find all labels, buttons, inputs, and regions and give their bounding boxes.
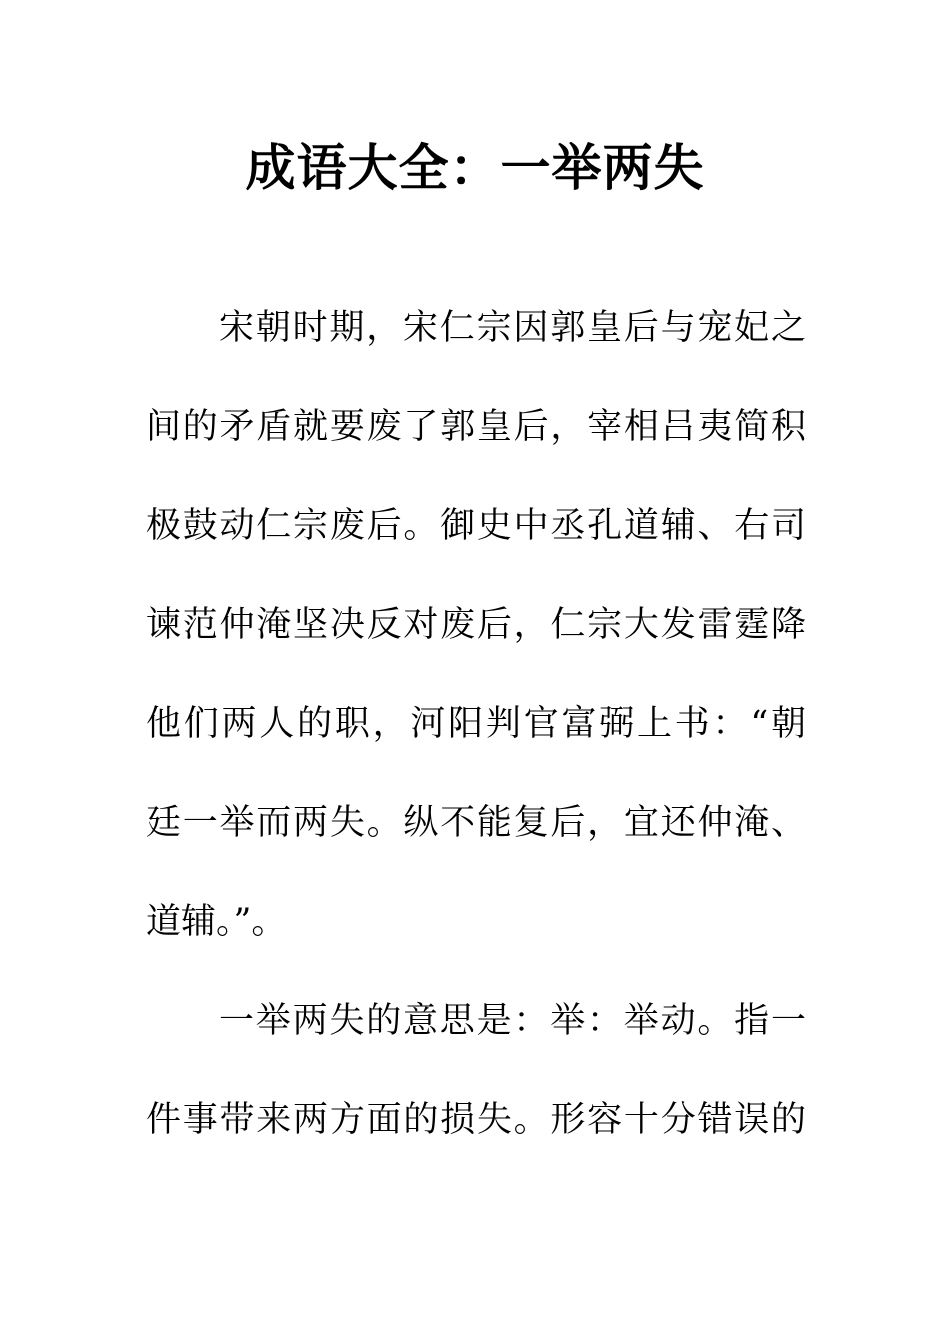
text-line: 宋朝时期，宋仁宗因郭皇后与宠妃之: [219, 308, 806, 348]
page-title: 成语大全：一举两失: [245, 139, 705, 197]
text-line: 间的矛盾就要废了郭皇后，宰相吕夷简积: [146, 407, 806, 447]
text-line: 极鼓动仁宗废后。御史中丞孔道辅、右司: [146, 506, 806, 546]
text-line: 谏范仲淹坚决反对废后，仁宗大发雷霆降: [146, 605, 806, 645]
text-line: 件事带来两方面的损失。形容十分错误的: [146, 1100, 806, 1140]
paragraph-meaning: [146, 986, 806, 1184]
text-line: 一举两失的意思是：举：举动。指一: [219, 1001, 806, 1041]
text-line: 廷一举而两失。纵不能复后，宜还仲淹、: [146, 803, 806, 843]
text-line: 他们两人的职，河阳判官富弼上书：“朝: [146, 704, 806, 744]
body-text: [146, 293, 806, 1184]
text-line: 道辅。”。: [146, 902, 287, 942]
paragraph-story: [146, 293, 806, 986]
